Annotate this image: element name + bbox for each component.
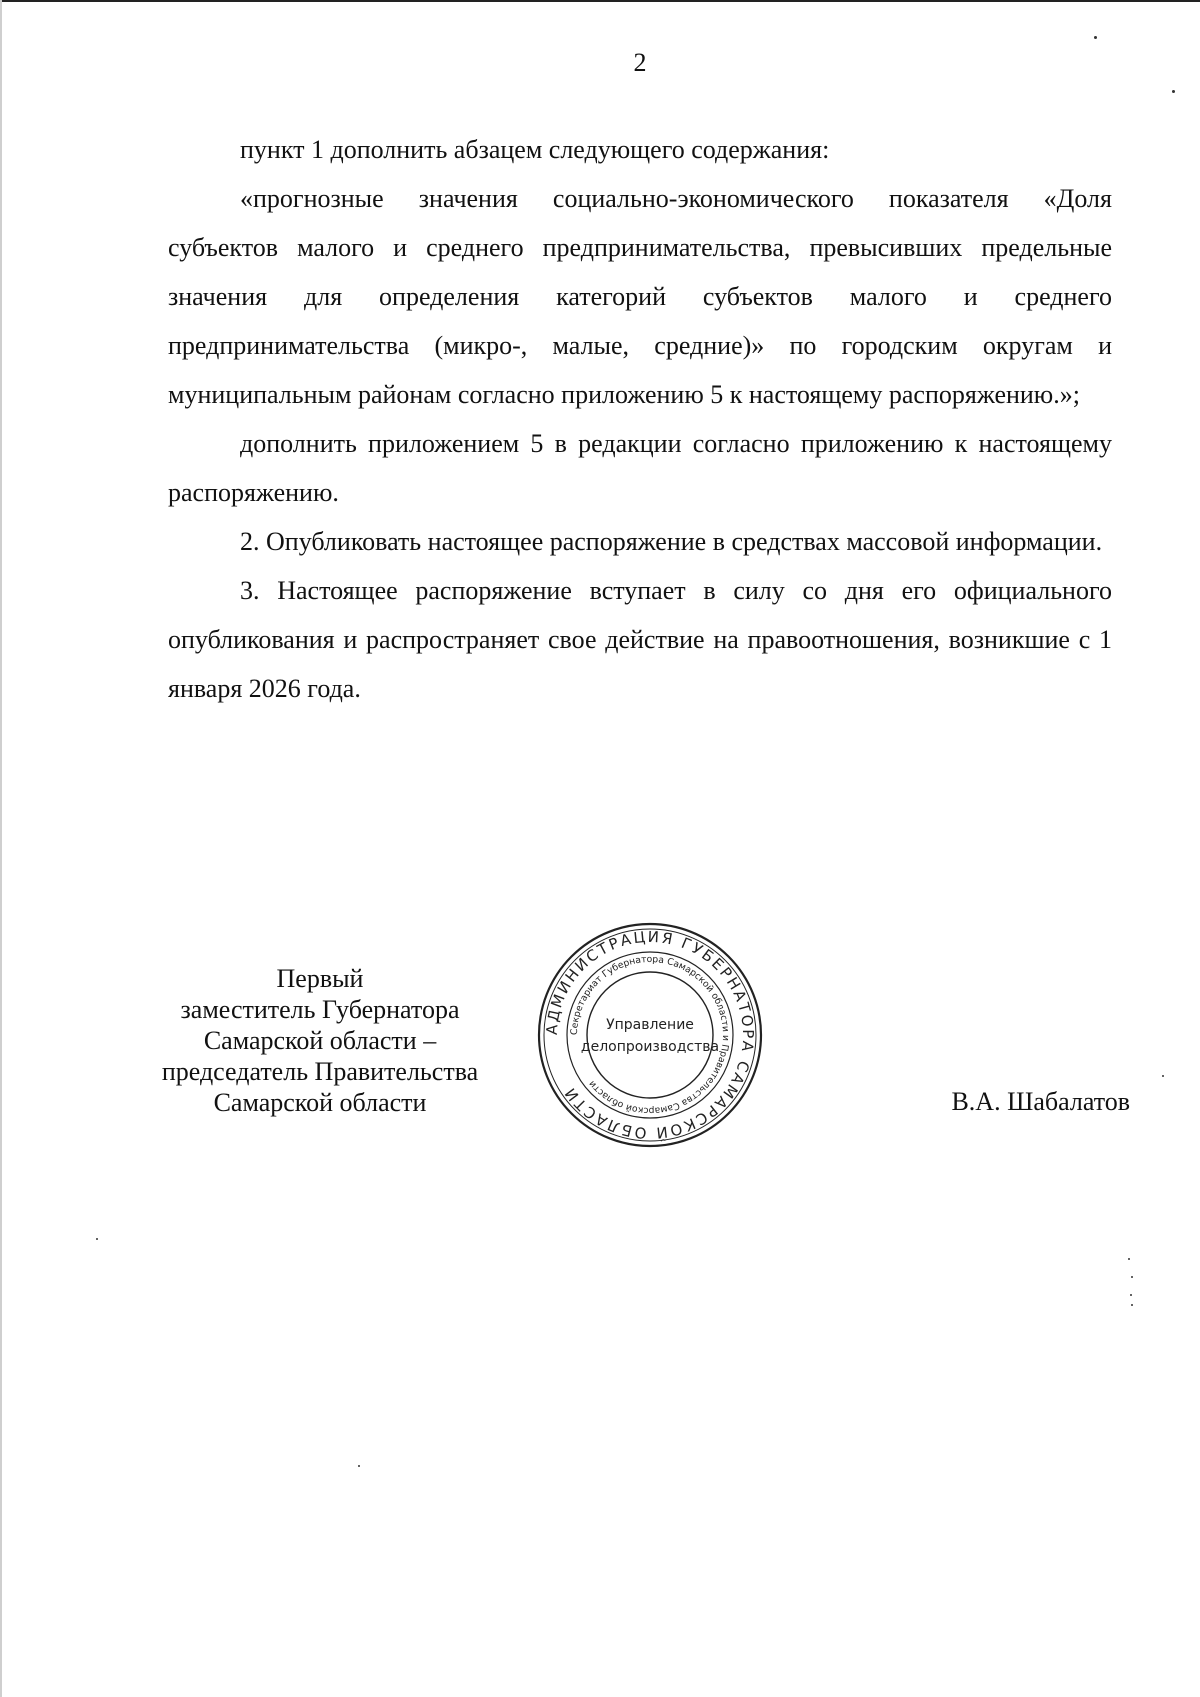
paragraph-add-appendix: дополнить приложением 5 в редакции согласно приложению к настоящему распоряжению. [168,429,1112,507]
signatory-position-line: председатель Правительства [161,1057,479,1086]
signatory-position-line: Самарской области [213,1088,427,1117]
signatory-position-line: заместитель Губернатора [180,995,460,1024]
seal-center-line: Управление [606,1017,694,1033]
paragraph-publish: 2. Опубликовать настоящее распоряжение в средствах массовой информации. [240,527,1103,556]
paragraph-effective-date: 3. Настоящее распоряжение вступает в силу со дня его официального опубликования и распространяет свое действие на правоотношения, возникшие с 1 января 2026 года. [168,576,1112,703]
document-body [168,125,1112,713]
seal-center-line: делопроизводства [580,1039,720,1055]
page-number: 2 [633,48,647,77]
scan-speck [96,1238,98,1240]
paragraph-amendment-intro: пункт 1 дополнить абзацем следующего содержания: [240,135,830,164]
seal-middle-ring [567,952,733,1118]
scan-speck [358,1465,360,1467]
seal-outer-text: АДМИНИСТРАЦИЯ ГУБЕРНАТОРА САМАРСКОЙ ОБЛАСТИ [542,927,758,1143]
signatory-position-line: Самарской области – [203,1026,437,1055]
official-seal [536,921,764,1149]
signatory-name: В.А. Шабалатов [951,1087,1130,1116]
scan-left-edge [0,0,2,1697]
scan-speck [1130,1294,1132,1296]
seal-inner-ring [587,972,713,1098]
seal-inner-text: Секретариат Губернатора Самарской области и Правительства Самарской области [568,953,732,1117]
scan-speck [1094,36,1097,39]
paragraph-forecast-values: «прогнозные значения социально-экономического показателя «Доля субъектов малого и среднего предпринимательства, превысивших предельные значения для определения категорий субъектов малого и среднего предпринимательства (микро-, малые, средние)» по городским округам и муниципальным районам согласно приложению 5 к настоящему распоряжению.»; [168,184,1112,409]
signatory-position [120,963,520,1118]
scan-top-edge [0,0,1200,2]
scan-speck [1128,1258,1130,1260]
signatory-position-line: Первый [276,964,364,993]
scan-speck [1172,90,1175,93]
scan-speck [1131,1304,1133,1306]
scan-speck [1162,1075,1164,1077]
scan-speck [1131,1276,1133,1278]
